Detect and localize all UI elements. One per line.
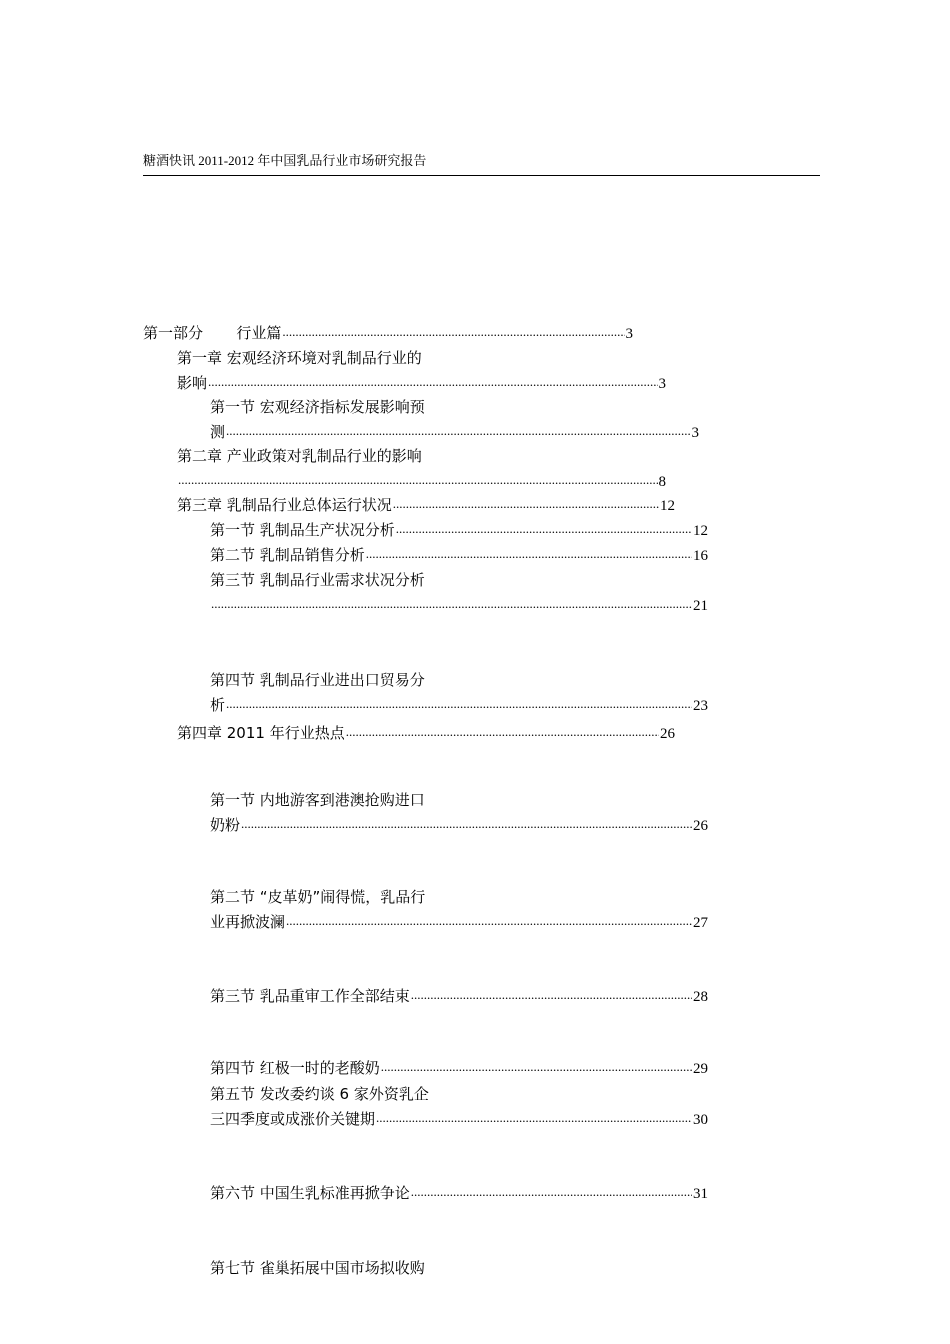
toc-leader-dots xyxy=(393,496,659,512)
toc-entry[interactable] xyxy=(177,490,675,515)
toc-leader-dots xyxy=(226,696,692,712)
toc-entry[interactable] xyxy=(210,1053,708,1078)
toc-title: 第二章 产业政策对乳制品行业的影响 xyxy=(177,447,422,465)
toc-title: 第四节 乳制品行业进出口贸易分 xyxy=(210,671,425,689)
toc-title: 业再掀波澜 xyxy=(210,913,286,931)
toc-line xyxy=(210,515,708,540)
toc-entry[interactable] xyxy=(177,441,666,491)
toc-page-number: 3 xyxy=(658,376,666,392)
toc-page-number: 30 xyxy=(693,1112,708,1128)
toc-title: 第六节 中国生乳标准再掀争论 xyxy=(210,1184,410,1202)
toc-title: 第三节 乳制品行业需求状况分析 xyxy=(210,571,425,589)
toc-entry[interactable] xyxy=(210,1079,708,1129)
toc-title: 第七节 雀巢拓展中国市场拟收购 xyxy=(210,1259,425,1277)
toc-title: 三四季度或成涨价关键期 xyxy=(210,1110,376,1128)
toc-page-number: 3 xyxy=(691,425,699,441)
toc-leader-dots xyxy=(411,1184,692,1200)
toc-title: 影响 xyxy=(177,374,208,392)
toc-line xyxy=(210,1104,708,1129)
toc-entry[interactable] xyxy=(210,1178,708,1203)
toc-title: 奶粉 xyxy=(210,816,241,834)
toc-leader-dots xyxy=(241,816,692,832)
toc-title: 第二节 “皮革奶”闹得慌，乳品行 xyxy=(210,888,426,906)
toc-title: 测 xyxy=(210,423,226,441)
toc-line xyxy=(210,981,708,1006)
toc-line xyxy=(210,590,708,615)
toc-leader-dots xyxy=(366,546,692,562)
toc-title: 析 xyxy=(210,696,226,714)
toc-line xyxy=(210,1079,708,1104)
toc-page-number: 12 xyxy=(693,523,708,539)
toc-title: 第一部分 行业篇 xyxy=(143,324,282,342)
toc-line xyxy=(210,1053,708,1078)
toc-title: 第五节 发改委约谈 6 家外资乳企 xyxy=(210,1085,429,1103)
toc-page-number: 23 xyxy=(693,698,708,714)
toc-line xyxy=(210,907,708,932)
toc-entry[interactable] xyxy=(210,392,699,442)
toc-line xyxy=(177,368,666,393)
toc-page-number: 16 xyxy=(693,548,708,564)
toc-leader-dots xyxy=(411,987,692,1003)
toc-entry[interactable] xyxy=(210,882,708,932)
toc-leader-dots xyxy=(282,324,624,340)
toc-line xyxy=(210,785,708,810)
toc-line xyxy=(210,540,708,565)
toc-line xyxy=(210,810,708,835)
toc-line xyxy=(177,490,675,515)
toc-entry[interactable] xyxy=(210,665,708,715)
toc-page-number: 29 xyxy=(693,1061,708,1077)
toc-line xyxy=(210,565,708,590)
toc-page-number: 21 xyxy=(693,598,708,614)
toc-title: 第四章 2011 年行业热点 xyxy=(177,724,345,742)
toc-line xyxy=(177,466,666,491)
toc-leader-dots xyxy=(211,596,692,612)
toc-entry[interactable] xyxy=(210,565,708,615)
toc-line xyxy=(143,318,633,343)
toc-page-number: 31 xyxy=(693,1186,708,1202)
toc-page-number: 26 xyxy=(693,818,708,834)
toc-line xyxy=(210,1253,708,1278)
toc-page-number: 27 xyxy=(693,915,708,931)
toc-entry[interactable] xyxy=(210,785,708,835)
toc-leader-dots xyxy=(286,913,692,929)
toc-line xyxy=(210,690,708,715)
toc-leader-dots xyxy=(396,521,692,537)
toc-line xyxy=(177,718,675,743)
toc-page-number: 28 xyxy=(693,989,708,1005)
toc-title: 第四节 红极一时的老酸奶 xyxy=(210,1059,380,1077)
toc-title: 第一章 宏观经济环境对乳制品行业的 xyxy=(177,349,422,367)
toc-page-number: 3 xyxy=(625,326,633,342)
toc-line xyxy=(210,417,699,442)
toc-entry[interactable] xyxy=(177,343,666,393)
toc-entry[interactable] xyxy=(143,318,633,343)
toc-leader-dots xyxy=(226,423,690,439)
toc-leader-dots xyxy=(376,1110,692,1126)
toc-title: 第二节 乳制品销售分析 xyxy=(210,546,365,564)
toc-leader-dots xyxy=(178,472,658,488)
toc-line xyxy=(177,343,666,368)
toc-page-number: 8 xyxy=(658,474,666,490)
toc-page-number: 12 xyxy=(660,498,675,514)
toc-line xyxy=(177,441,666,466)
toc-entry[interactable] xyxy=(210,1253,708,1278)
toc-leader-dots xyxy=(346,724,659,740)
toc-title: 第一节 乳制品生产状况分析 xyxy=(210,521,395,539)
toc-title: 第一节 内地游客到港澳抢购进口 xyxy=(210,791,425,809)
toc-line xyxy=(210,882,708,907)
toc-leader-dots xyxy=(208,374,657,390)
toc-title: 第一节 宏观经济指标发展影响预 xyxy=(210,398,425,416)
toc-page-number: 26 xyxy=(660,726,675,742)
toc-entry[interactable] xyxy=(210,981,708,1006)
toc-leader-dots xyxy=(381,1059,692,1075)
toc-line xyxy=(210,665,708,690)
toc-entry[interactable] xyxy=(210,540,708,565)
toc-entry[interactable] xyxy=(177,718,675,743)
toc-line xyxy=(210,1178,708,1203)
toc-entry[interactable] xyxy=(210,515,708,540)
toc-line xyxy=(210,392,699,417)
page-header: 糖酒快讯 2011-2012 年中国乳品行业市场研究报告 xyxy=(143,151,820,176)
toc-title: 第三章 乳制品行业总体运行状况 xyxy=(177,496,392,514)
toc-title: 第三节 乳品重审工作全部结束 xyxy=(210,987,410,1005)
